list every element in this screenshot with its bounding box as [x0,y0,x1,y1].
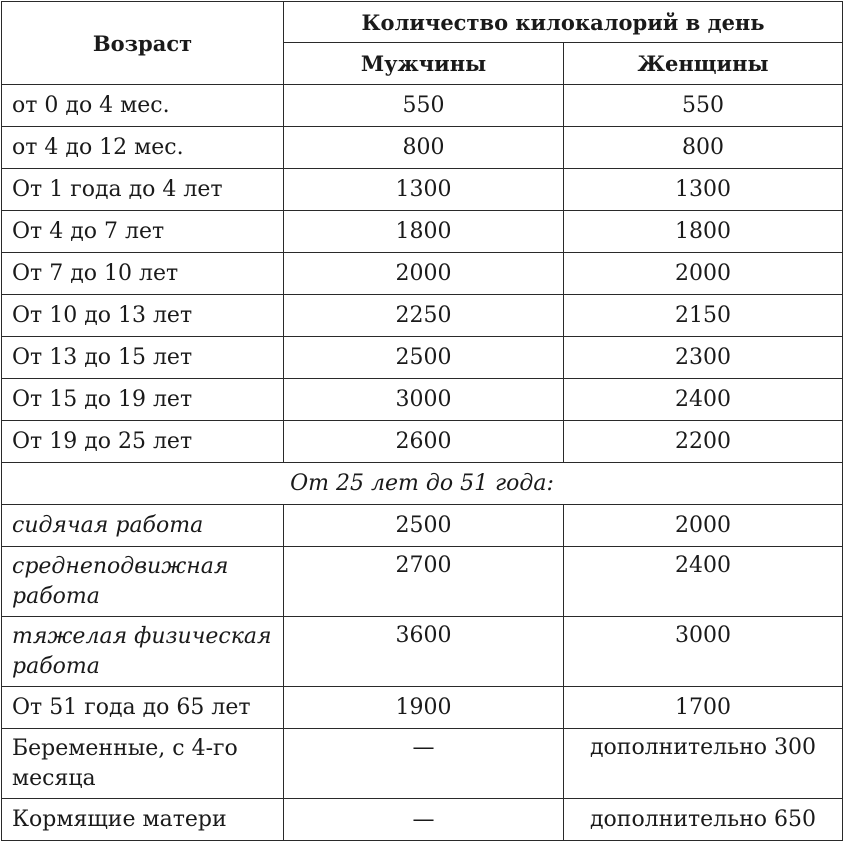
women-value: 2000 [564,253,843,295]
men-value: 2000 [284,253,564,295]
age-cell: тяжелая физическая работа [2,617,284,687]
table-row [2,547,843,617]
section-heading: От 25 лет до 51 года: [2,463,843,505]
men-header: Мужчины [284,43,564,85]
age-cell: среднеподвижная работа [2,547,284,617]
table-row [2,211,843,253]
women-value: 3000 [564,617,843,687]
women-value: 2200 [564,421,843,463]
table-row [2,85,843,127]
women-value: 2400 [564,379,843,421]
table-row [2,729,843,799]
men-value: 2700 [284,547,564,617]
men-value: 1300 [284,169,564,211]
women-value: дополнительно 300 [564,729,843,799]
age-cell: От 19 до 25 лет [2,421,284,463]
table-row [2,127,843,169]
women-value: 2300 [564,337,843,379]
age-cell: от 4 до 12 мес. [2,127,284,169]
women-value: 550 [564,85,843,127]
age-cell: От 13 до 15 лет [2,337,284,379]
men-value: 800 [284,127,564,169]
women-value: дополнительно 650 [564,799,843,841]
table-header-row [2,2,843,43]
table-row [2,253,843,295]
age-cell: От 10 до 13 лет [2,295,284,337]
table-row [2,421,843,463]
women-value: 800 [564,127,843,169]
men-value: 2500 [284,337,564,379]
table-row [2,617,843,687]
table-row [2,295,843,337]
women-value: 1700 [564,687,843,729]
men-value: 1900 [284,687,564,729]
age-header: Возраст [2,2,284,85]
women-value: 2000 [564,505,843,547]
men-value: 2600 [284,421,564,463]
men-value: 1800 [284,211,564,253]
calorie-table [1,1,843,841]
table-row [2,505,843,547]
women-value: 1300 [564,169,843,211]
table-row [2,687,843,729]
men-value: — [284,729,564,799]
age-cell: Беременные, с 4-го месяца [2,729,284,799]
men-value: 2500 [284,505,564,547]
kcal-header: Количество килокалорий в день [284,2,843,43]
men-value: — [284,799,564,841]
age-cell: От 7 до 10 лет [2,253,284,295]
men-value: 3600 [284,617,564,687]
age-cell: От 51 года до 65 лет [2,687,284,729]
table-row [2,337,843,379]
men-value: 3000 [284,379,564,421]
table-row [2,379,843,421]
women-header: Женщины [564,43,843,85]
age-cell: от 0 до 4 мес. [2,85,284,127]
age-cell: От 15 до 19 лет [2,379,284,421]
women-value: 2150 [564,295,843,337]
table-row [2,169,843,211]
age-cell: От 4 до 7 лет [2,211,284,253]
women-value: 2400 [564,547,843,617]
section-row [2,463,843,505]
women-value: 1800 [564,211,843,253]
men-value: 550 [284,85,564,127]
men-value: 2250 [284,295,564,337]
age-cell: Кормящие матери [2,799,284,841]
age-cell: сидячая работа [2,505,284,547]
age-cell: От 1 года до 4 лет [2,169,284,211]
table-row [2,799,843,841]
